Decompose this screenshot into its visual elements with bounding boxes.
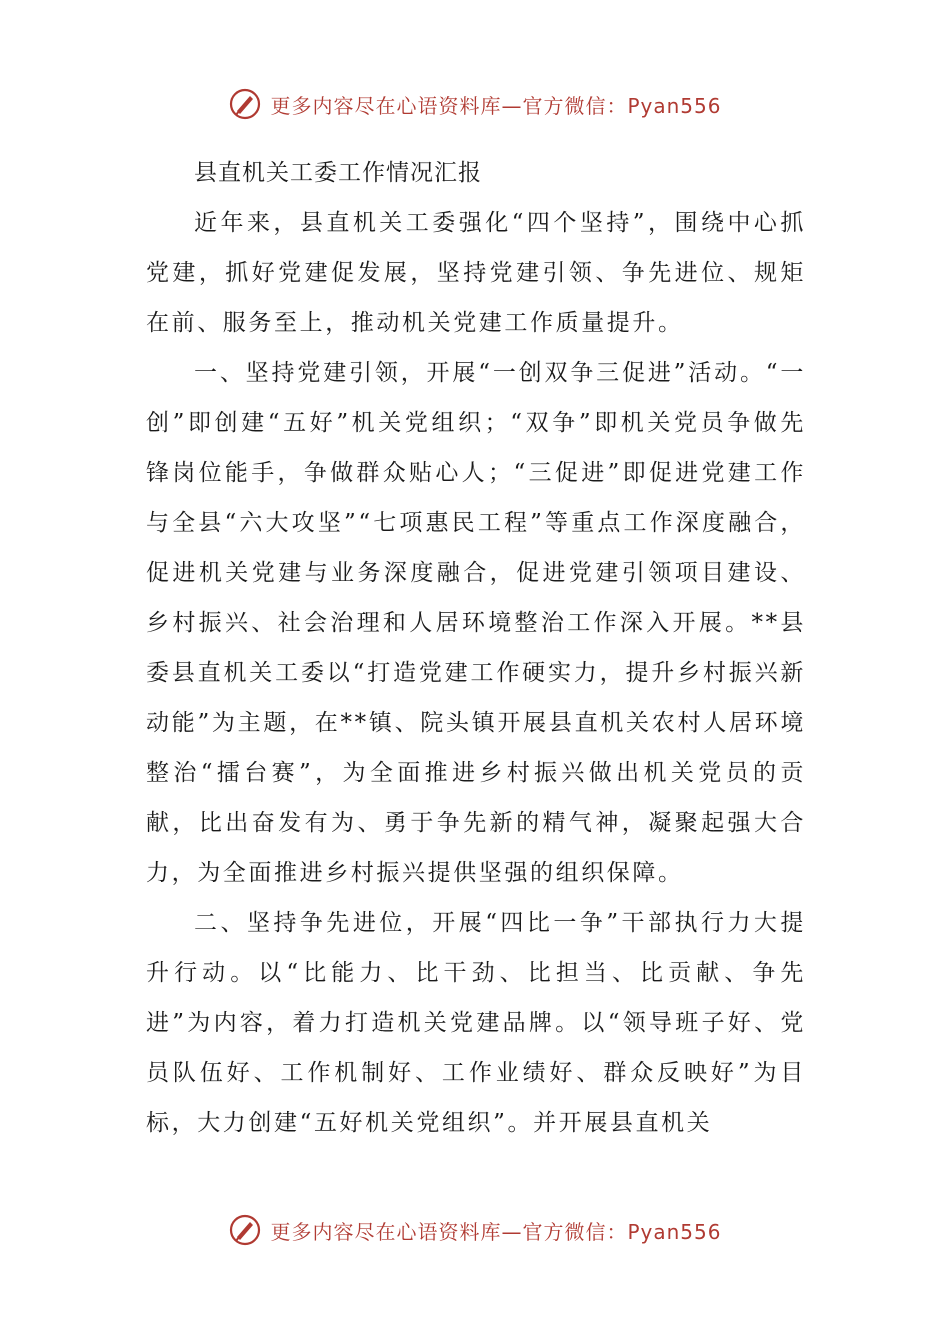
document-body	[146, 148, 806, 1148]
watermark-text: 更多内容尽在心语资料库—官方微信：Pyan556	[270, 1219, 722, 1244]
paragraph: 一、坚持党建引领，开展“一创双争三促进”活动。“一创”即创建“五好”机关党组织；“双争”即机关党员争做先锋岗位能手，争做群众贴心人；“三促进”即促进党建工作与全县“六大攻坚”“七项惠民工程”等重点工作深度融合，促进机关党建与业务深度融合，促进党建引领项目建设、乡村振兴、社会治理和人居环境整治工作深入开展。**县委县直机关工委以“打造党建工作硬实力，提升乡村振兴新动能”为主题，在**镇、院头镇开展县直机关农村人居环境整治“擂台赛”，为全面推进乡村振兴做出机关党员的贡献，比出奋发有为、勇于争先新的精气神，凝聚起强大合力，为全面推进乡村振兴提供坚强的组织保障。	[146, 360, 806, 886]
document-title: 县直机关工委工作情况汇报	[194, 160, 482, 186]
watermark-footer	[0, 1210, 950, 1250]
paragraph: 二、坚持争先进位，开展“四比一争”干部执行力大提升行动。以“比能力、比干劲、比担当、比贡献、争先进”为内容，着力打造机关党建品牌。以“领导班子好、党员队伍好、工作机制好、工作业绩好、群众反映好”为目标，大力创建“五好机关党组织”。并开展县直机关	[146, 910, 806, 1136]
pen-circle-icon	[228, 87, 262, 121]
watermark-header	[0, 84, 950, 124]
paragraph: 近年来，县直机关工委强化“四个坚持”，围绕中心抓党建，抓好党建促发展，坚持党建引领、争先进位、规矩在前、服务至上，推动机关党建工作质量提升。	[146, 210, 806, 336]
pen-circle-icon	[228, 1213, 262, 1247]
watermark-text: 更多内容尽在心语资料库—官方微信：Pyan556	[270, 93, 722, 118]
